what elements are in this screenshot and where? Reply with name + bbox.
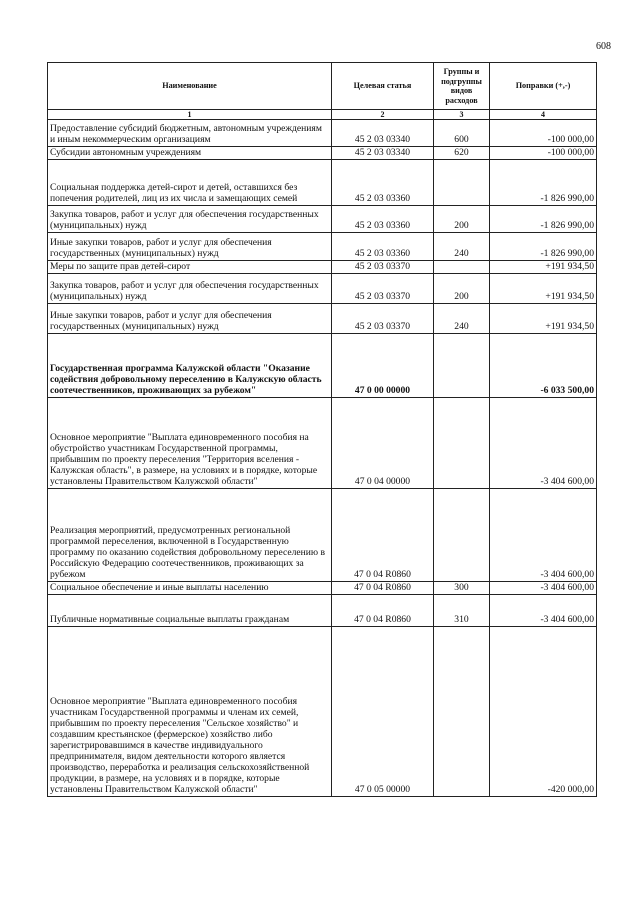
row-name: Публичные нормативные социальные выплаты гражданам [48, 595, 332, 627]
table-row [48, 627, 597, 797]
row-amendment: -420 000,00 [490, 627, 597, 797]
table-row [48, 160, 597, 206]
row-name: Реализация мероприятий, предусмотренных региональной программой переселения, включенной в Государственную программу по оказанию содействия добровольному переселению в Российскую Федерацию соотечественников, проживающих за рубежом [48, 489, 332, 582]
row-target: 47 0 04 R0860 [332, 595, 434, 627]
column-number: 4 [490, 110, 597, 120]
row-target: 47 0 04 R0860 [332, 582, 434, 595]
row-amendment: -1 826 990,00 [490, 233, 597, 261]
row-name: Основное мероприятие "Выплата единовременного пособия на обустройство участникам Государственной программы, прибывшим по проекту переселения "Территория вселения - Калужская область", в размере, на условиях и в порядке, которые установлены Правительством Калужской области" [48, 398, 332, 489]
table-row [48, 304, 597, 334]
row-name: Социальное обеспечение и иные выплаты населению [48, 582, 332, 595]
row-amendment: +191 934,50 [490, 274, 597, 304]
row-name: Закупка товаров, работ и услуг для обеспечения государственных (муниципальных) нужд [48, 274, 332, 304]
row-name: Основное мероприятие "Выплата единовременного пособия участникам Государственной программы и членам их семей, прибывшим по проекту переселения "Сельское хозяйство" и создавшим крестьянское (фермерское) хозяйство либо зарегистрировавшимся в качестве индивидуального предпринимателя, видом деятельности которого является производство, переработка и реализация сельскохозяйственной продукции, в размере, на условиях и в порядке, которые установлены Правительством Калужской области" [48, 627, 332, 797]
table-row [48, 398, 597, 489]
row-name: Закупка товаров, работ и услуг для обеспечения государственных (муниципальных) нужд [48, 206, 332, 233]
row-group: 620 [434, 147, 490, 160]
column-number: 3 [434, 110, 490, 120]
row-amendment: -3 404 600,00 [490, 398, 597, 489]
row-amendment: -100 000,00 [490, 147, 597, 160]
row-target: 45 2 03 03340 [332, 120, 434, 147]
row-group: 310 [434, 595, 490, 627]
row-target: 45 2 03 03370 [332, 304, 434, 334]
header-row [48, 63, 597, 110]
row-name: Предоставление субсидий бюджетным, автономным учреждениям и иным некоммерческим организациям [48, 120, 332, 147]
row-name: Социальная поддержка детей-сирот и детей, оставшихся без попечения родителей, лиц из их числа и замещающих семей [48, 160, 332, 206]
table-row [48, 233, 597, 261]
row-amendment: -3 404 600,00 [490, 582, 597, 595]
table-row [48, 274, 597, 304]
row-group: 240 [434, 304, 490, 334]
table-row [48, 206, 597, 233]
row-amendment: -100 000,00 [490, 120, 597, 147]
column-number: 1 [48, 110, 332, 120]
row-group [434, 398, 490, 489]
row-target: 45 2 03 03370 [332, 274, 434, 304]
row-group [434, 334, 490, 398]
row-target: 45 2 03 03360 [332, 233, 434, 261]
row-name: Субсидии автономным учреждениям [48, 147, 332, 160]
row-amendment: -6 033 500,00 [490, 334, 597, 398]
table-row [48, 582, 597, 595]
row-name: Иные закупки товаров, работ и услуг для обеспечения государственных (муниципальных) нужд [48, 233, 332, 261]
row-group [434, 489, 490, 582]
row-target: 45 2 03 03340 [332, 147, 434, 160]
header-expense-groups: Группы и подгруппы видов расходов [434, 63, 490, 110]
row-target: 45 2 03 03360 [332, 206, 434, 233]
column-number-row [48, 110, 597, 120]
row-target: 47 0 04 00000 [332, 398, 434, 489]
row-target: 45 2 03 03370 [332, 261, 434, 274]
row-group: 240 [434, 233, 490, 261]
header-name: Наименование [48, 63, 332, 110]
row-amendment: -3 404 600,00 [490, 489, 597, 582]
row-target: 47 0 04 R0860 [332, 489, 434, 582]
row-group: 600 [434, 120, 490, 147]
row-group [434, 160, 490, 206]
row-group: 300 [434, 582, 490, 595]
row-amendment: -3 404 600,00 [490, 595, 597, 627]
table-row [48, 334, 597, 398]
table-row [48, 120, 597, 147]
row-target: 47 0 00 00000 [332, 334, 434, 398]
page-number: 608 [596, 41, 611, 52]
header-amendments: Поправки (+,-) [490, 63, 597, 110]
table-row [48, 147, 597, 160]
row-group [434, 627, 490, 797]
header-target-article: Целевая статья [332, 63, 434, 110]
row-name: Иные закупки товаров, работ и услуг для обеспечения государственных (муниципальных) нужд [48, 304, 332, 334]
amendments-table [47, 62, 597, 797]
row-group: 200 [434, 206, 490, 233]
column-number: 2 [332, 110, 434, 120]
row-amendment: -1 826 990,00 [490, 206, 597, 233]
row-amendment: -1 826 990,00 [490, 160, 597, 206]
row-target: 45 2 03 03360 [332, 160, 434, 206]
row-name: Меры по защите прав детей-сирот [48, 261, 332, 274]
row-group [434, 261, 490, 274]
row-target: 47 0 05 00000 [332, 627, 434, 797]
row-amendment: +191 934,50 [490, 261, 597, 274]
table-row [48, 595, 597, 627]
table-row [48, 261, 597, 274]
row-name: Государственная программа Калужской области "Оказание содействия добровольному переселению в Калужскую область соотечественников, проживающих за рубежом" [48, 334, 332, 398]
row-group: 200 [434, 274, 490, 304]
table-row [48, 489, 597, 582]
row-amendment: +191 934,50 [490, 304, 597, 334]
